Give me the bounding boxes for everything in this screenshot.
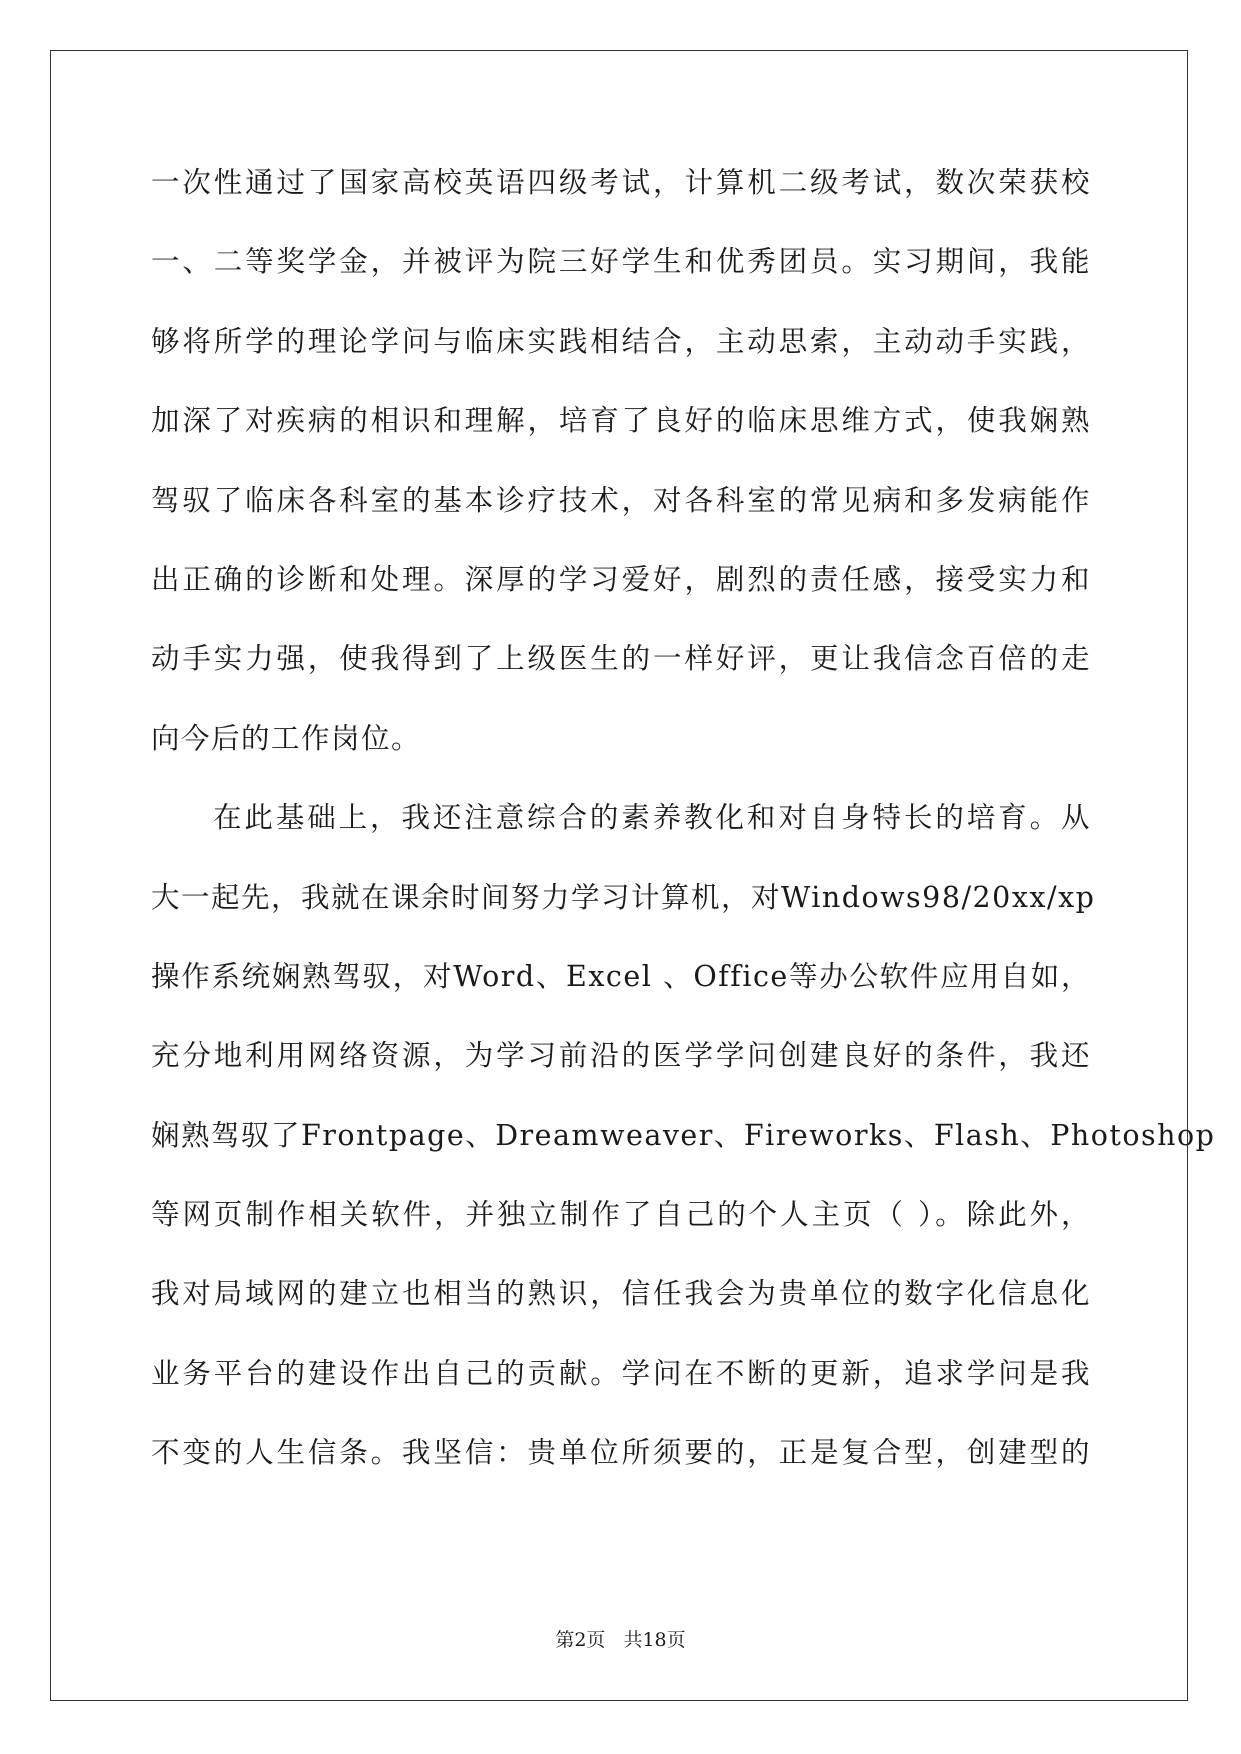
text-line: 向今后的工作岗位。 (151, 721, 422, 755)
text-line: 业务平台的建设作出自己的贡献。学问在不断的更新，追求学问是我 (151, 1356, 1091, 1390)
text-line: 不变的人生信条。我坚信：贵单位所须要的，正是复合型，创建型的 (151, 1436, 1091, 1470)
text-line: 等网页制作相关软件，并独立制作了自己的个人主页（ ）。除此外， (151, 1198, 1091, 1232)
text-line: 我对局域网的建立也相当的熟识，信任我会为贵单位的数字化信息化 (151, 1277, 1091, 1311)
text-line: 出正确的诊断和处理。深厚的学习爱好，剧烈的责任感，接受实力和 (151, 562, 1091, 596)
text-line: 充分地利用网络资源，为学习前沿的医学学问创建良好的条件，我还 (151, 1039, 1091, 1073)
document-body (151, 160, 1216, 1510)
text-line: 娴熟驾驭了Frontpage、Dreamweaver、Fireworks、Flash、Photoshop (151, 1118, 1216, 1152)
page-footer (0, 1625, 1241, 1652)
text-line: 驾驭了临床各科室的基本诊疗技术，对各科室的常见病和多发病能作 (151, 483, 1091, 517)
text-line: 够将所学的理论学问与临床实践相结合，主动思索，主动动手实践， (151, 324, 1091, 358)
text-line: 加深了对疾病的相识和理解，培育了良好的临床思维方式，使我娴熟 (151, 404, 1091, 438)
text-line: 操作系统娴熟驾驭，对Word、Excel 、Office等办公软件应用自如， (151, 959, 1091, 993)
paragraph-start-line: 在此基础上，我还注意综合的素养教化和对自身特长的培育。从 (213, 801, 1091, 835)
text-line: 动手实力强，使我得到了上级医生的一样好评，更让我信念百倍的走 (151, 642, 1091, 676)
text-line: 一、二等奖学金，并被评为院三好学生和优秀团员。实习期间，我能 (151, 245, 1091, 279)
text-line: 一次性通过了国家高校英语四级考试，计算机二级考试，数次荣获校 (151, 166, 1091, 199)
text-line: 大一起先，我就在课余时间努力学习计算机，对Windows98/20xx/xp (151, 880, 1096, 914)
page-total: 共18页 (623, 1629, 686, 1651)
page-number: 第2页 (555, 1629, 606, 1651)
